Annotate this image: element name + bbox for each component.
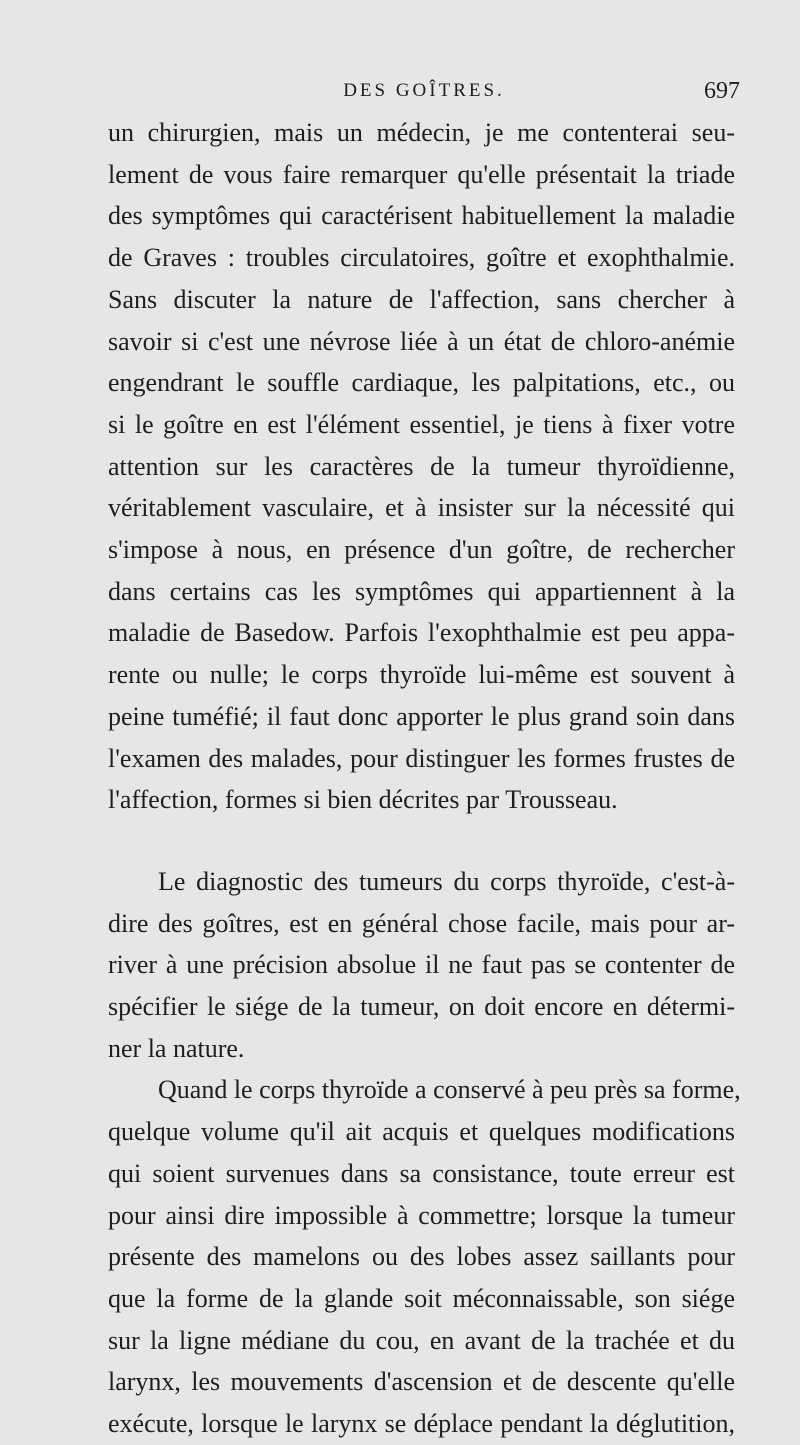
text-line: river à une précision absolue il ne faut pas se contenter de [108, 950, 735, 980]
paragraph-2 [108, 861, 735, 1070]
paragraph-1 [108, 112, 735, 821]
text-line: maladie de Basedow. Parfois l'exophthalmie est peu appa- [108, 618, 735, 648]
text-line: Sans discuter la nature de l'affection, sans chercher à [108, 284, 735, 314]
text-line: lement de vous faire remarquer qu'elle présentait la triade [108, 159, 735, 189]
text-line: attention sur les caractères de la tumeur thyroïdienne, [108, 451, 735, 481]
text-line: exécute, lorsque le larynx se déplace pendant la déglutition, [108, 1409, 735, 1439]
text-line: rente ou nulle; le corps thyroïde lui-même est souvent à [108, 660, 735, 690]
text-line: quelque volume qu'il ait acquis et quelques modifications [108, 1117, 735, 1147]
text-line: l'examen des malades, pour distinguer les formes frustes de [108, 743, 735, 773]
body-text [108, 112, 741, 1445]
text-line: sur la ligne médiane du cou, en avant de la trachée et du [108, 1325, 735, 1355]
text-line: présente des mamelons ou des lobes assez saillants pour [108, 1242, 735, 1272]
text-line: engendrant le souffle cardiaque, les palpitations, etc., ou [108, 368, 735, 398]
running-head [108, 80, 740, 110]
text-line: l'affection, formes si bien décrites par Trousseau. [108, 785, 618, 815]
paragraph-gap [108, 821, 735, 861]
text-line: Le diagnostic des tumeurs du corps thyroïde, c'est-à- [158, 866, 735, 896]
header-title: DES GOÎTRES. [343, 80, 505, 101]
text-line: dire des goîtres, est en général chose facile, mais pour ar- [108, 908, 735, 938]
text-line: larynx, les mouvements d'ascension et de descente qu'elle [108, 1367, 735, 1397]
text-line: des symptômes qui caractérisent habituellement la maladie [108, 201, 735, 231]
text-line: savoir si c'est une névrose liée à un état de chloro-anémie [108, 326, 735, 356]
text-line: dans certains cas les symptômes qui appartiennent à la [108, 576, 735, 606]
paragraph-3 [108, 1069, 741, 1444]
text-line: ner la nature. [108, 1033, 245, 1063]
text-line: peine tuméfié; il faut donc apporter le plus grand soin dans [108, 701, 735, 731]
text-line: spécifier le siége de la tumeur, on doit encore en détermi- [108, 992, 735, 1022]
text-line: un chirurgien, mais un médecin, je me contenterai seu- [108, 118, 735, 147]
text-line: si le goître en est l'élément essentiel, je tiens à fixer votre [108, 409, 735, 439]
text-line: pour ainsi dire impossible à commettre; lorsque la tumeur [108, 1200, 735, 1230]
text-line: qui soient survenues dans sa consistance, toute erreur est [108, 1158, 735, 1188]
page-number: 697 [704, 78, 740, 104]
text-line: de Graves : troubles circulatoires, goître et exophthalmie. [108, 243, 735, 273]
text-line: que la forme de la glande soit méconnaissable, son siége [108, 1283, 735, 1313]
text-line: véritablement vasculaire, et à insister sur la nécessité qui [108, 493, 735, 523]
text-line: s'impose à nous, en présence d'un goître, de rechercher [108, 535, 735, 565]
text-line: Quand le corps thyroïde a conservé à peu près sa forme, [158, 1075, 741, 1105]
